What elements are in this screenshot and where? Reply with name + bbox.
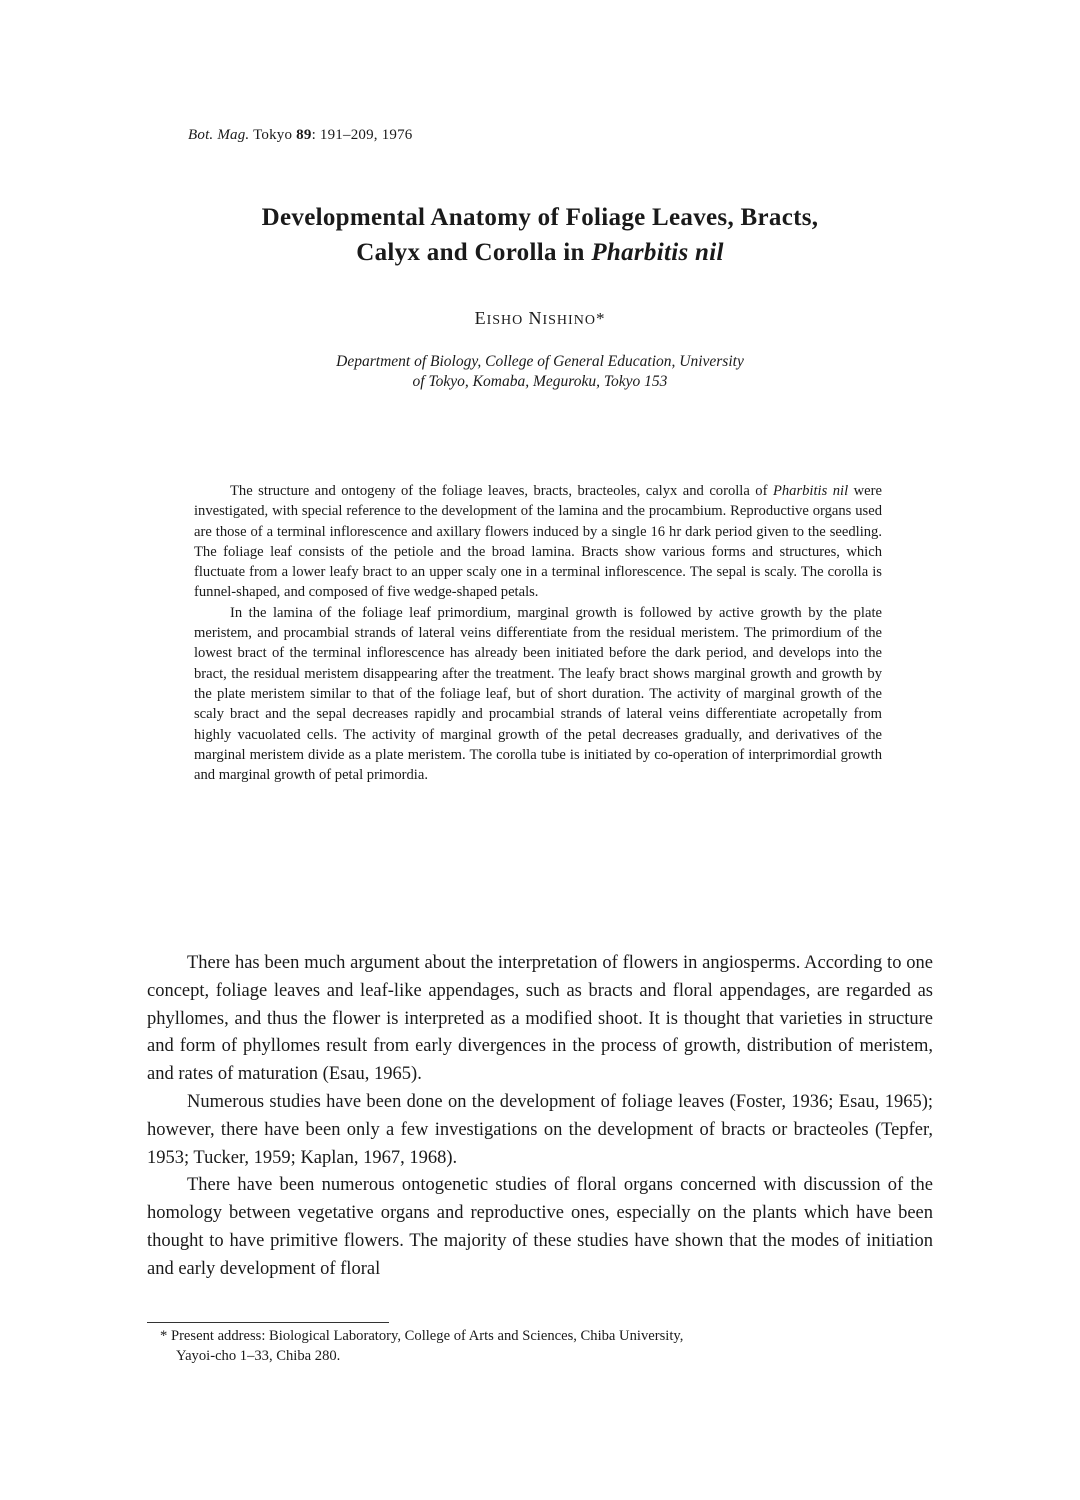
footnote-line-1: * Present address: Biological Laboratory, College of Arts and Sciences, Chiba University, bbox=[160, 1328, 684, 1344]
title-species: Pharbitis nil bbox=[591, 239, 724, 266]
affiliation-line-2: of Tokyo, Komaba, Meguroku, Tokyo 153 bbox=[412, 373, 668, 390]
title-line-2 bbox=[140, 235, 940, 270]
author-footnote-mark: * bbox=[595, 309, 606, 328]
journal-city: Tokyo bbox=[253, 127, 293, 143]
abstract-species: Pharbitis nil bbox=[772, 483, 849, 499]
abstract-paragraph-1: The structure and ontogeny of the foliage leaves, bracts, bracteoles, calyx and corolla of Pharbitis nil were investigated, with special reference to the development of the lamina and the procambium. Reproductive organs used are those of a terminal inflorescence and axillary flowers induced by a single 16 hr dark period given to the seedling. The foliage leaf consists of the petiole and the broad lamina. Bracts show various forms and structures, which fluctuate from a lower leafy bract to an upper scaly one in a terminal inflorescence. The sepal is scaly. The corolla is funnel-shaped, and composed of five wedge-shaped petals. bbox=[194, 483, 882, 601]
title-line-2-prefix: Calyx and Corolla in bbox=[356, 239, 585, 266]
body-paragraph-1: There has been much argument about the interpretation of flowers in angiosperms. According to one concept, foliage leaves and leaf-like appendages, such as bracts and floral appendages, are regarded as phyllomes, and thus the flower is interpreted as a modified shoot. It is thought that varieties in structure and form of phyllomes result from early divergences in the process of growth, distribution of meristem, and rates of maturation (Esau, 1965). bbox=[147, 953, 933, 1085]
journal-volume: 89 bbox=[296, 127, 312, 143]
journal-citation: Bot. Mag. Tokyo 89: 191–209, 1976 bbox=[188, 127, 413, 143]
footnote-rule bbox=[147, 1322, 389, 1323]
footnote-mark: * bbox=[160, 1328, 168, 1344]
abstract bbox=[194, 481, 882, 785]
journal-pages: 191–209, 1976 bbox=[319, 127, 413, 143]
paper-title bbox=[140, 200, 940, 270]
footnote bbox=[160, 1326, 920, 1366]
author-affiliation bbox=[140, 352, 940, 392]
body-paragraph-2: Numerous studies have been done on the development of foliage leaves (Foster, 1936; Esau, 1965); however, there have been only a few investigations on the development of bracts or bracteoles (Tepfer, 1953; Tucker, 1959; Kaplan, 1967, 1968). bbox=[147, 1091, 933, 1168]
body-paragraph-3: There have been numerous ontogenetic studies of floral organs concerned with discussion of the homology between vegetative organs and reproductive ones, especially on the plants which have been thought to have primitive flowers. The majority of these studies have shown that the modes of initiation and early development of floral bbox=[147, 1175, 933, 1279]
abstract-paragraph-2: In the lamina of the foliage leaf primordium, marginal growth is followed by active growth by the plate meristem, and procambial strands of lateral veins differentiate from the residual meristem. The primordium of the lowest bract of the terminal inflorescence has already been initiated before the dark period, and develops into the bract, the residual meristem disappearing after the treatment. The leafy bract shows marginal growth and growth by the plate meristem similar to that of the foliage leaf, but of short duration. The activity of marginal growth of the scaly bract and the sepal decreases rapidly and procambial strands of lateral veins differentiate acropetally from highly vacuolated cells. The activity of marginal growth of the petal decreases gradually, and derivatives of the marginal meristem divide as a plate meristem. The corolla tube is initiated by co-operation of interprimordial growth and marginal growth of petal primordia. bbox=[194, 604, 882, 784]
footnote-line-2: Yayoi-cho 1–33, Chiba 280. bbox=[176, 1348, 341, 1364]
journal-name: Bot. Mag. bbox=[188, 127, 250, 143]
author-name: EISHO NISHINO* bbox=[474, 308, 606, 328]
affiliation-line-1: Department of Biology, College of General Education, University bbox=[336, 353, 744, 370]
title-line-1: Developmental Anatomy of Foliage Leaves, Bracts, bbox=[261, 204, 819, 231]
body-text bbox=[147, 950, 933, 1284]
